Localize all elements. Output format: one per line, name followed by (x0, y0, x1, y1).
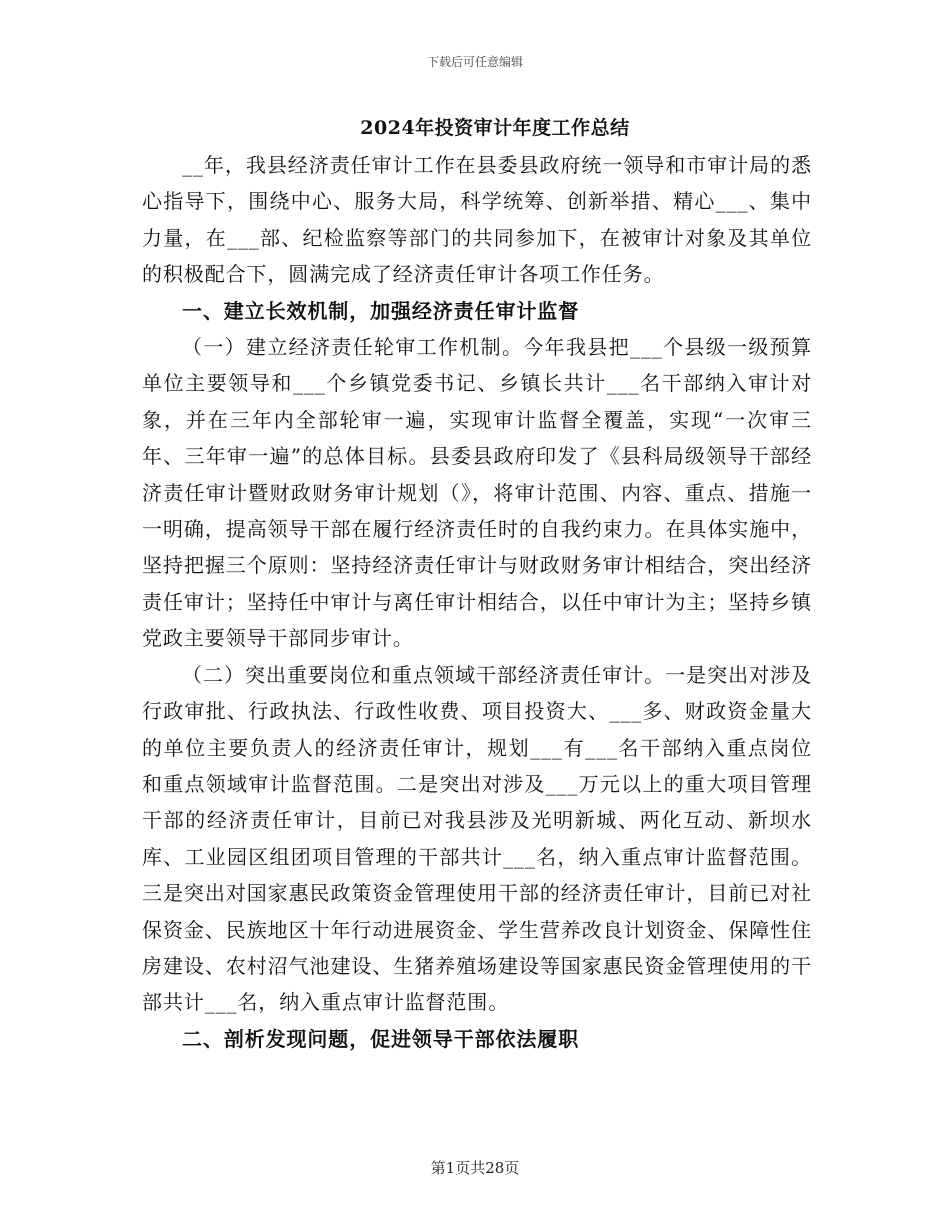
header-note: 下载后可任意编辑 (426, 55, 523, 69)
document-body (142, 147, 812, 1057)
section-heading-2: 二、剖析发现问题，促进领导干部依法履职 (182, 1026, 580, 1051)
section-heading-1: 一、建立长效机制，加强经济责任审计监督 (182, 298, 580, 323)
document-title: 2024年投资审计年度工作总结 (360, 117, 630, 139)
page-footer: 第1页共28页 (430, 1159, 520, 1177)
subsection-paragraph-1: （一）建立经济责任轮审工作机制。今年我县把___个县级一级预算单位主要领导和___个乡镇党委书记、乡镇长共计___名干部纳入审计对象，并在三年内全部轮审一遍，实现审计监督全覆盖，实现“一次审三年、三年审一遍”的总体目标。县委县政府印发了《县科局级领导干部经济责任审计暨财政财务审计规划（》，将审计范围、内容、重点、措施一一明确，提高领导干部在履行经济责任时的自我约束力。在具体实施中，坚持把握三个原则：坚持经济责任审计与财政财务审计相结合，突出经济责任审计；坚持任中审计与离任审计相结合，以任中审计为主；坚持乡镇党政主要领导干部同步审计。 (142, 335, 812, 651)
subsection-paragraph-2: （二）突出重要岗位和重点领域干部经济责任审计。一是突出对涉及行政审批、行政执法、行政性收费、项目投资大、___多、财政资金量大的单位主要负责人的经济责任审计，规划___有___名干部纳入重点岗位和重点领域审计监督范围。二是突出对涉及___万元以上的重大项目管理干部的经济责任审计，目前已对我县涉及光明新城、两化互动、新坝水库、工业园区组团项目管理的干部共计___名，纳入重点审计监督范围。三是突出对国家惠民政策资金管理使用干部的经济责任审计，目前已对社保资金、民族地区十年行动进展资金、学生营养改良计划资金、保障性住房建设、农村沼气池建设、生猪养殖场建设等国家惠民资金管理使用的干部共计___名，纳入重点审计监督范围。 (142, 662, 812, 1015)
intro-paragraph: __年，我县经济责任审计工作在县委县政府统一领导和市审计局的悉心指导下，围绕中心、服务大局，科学统筹、创新举措、精心___、集中力量，在___部、纪检监察等部门的共同参加下，在被审计对象及其单位的积极配合下，圆满完成了经济责任审计各项工作任务。 (142, 153, 812, 287)
